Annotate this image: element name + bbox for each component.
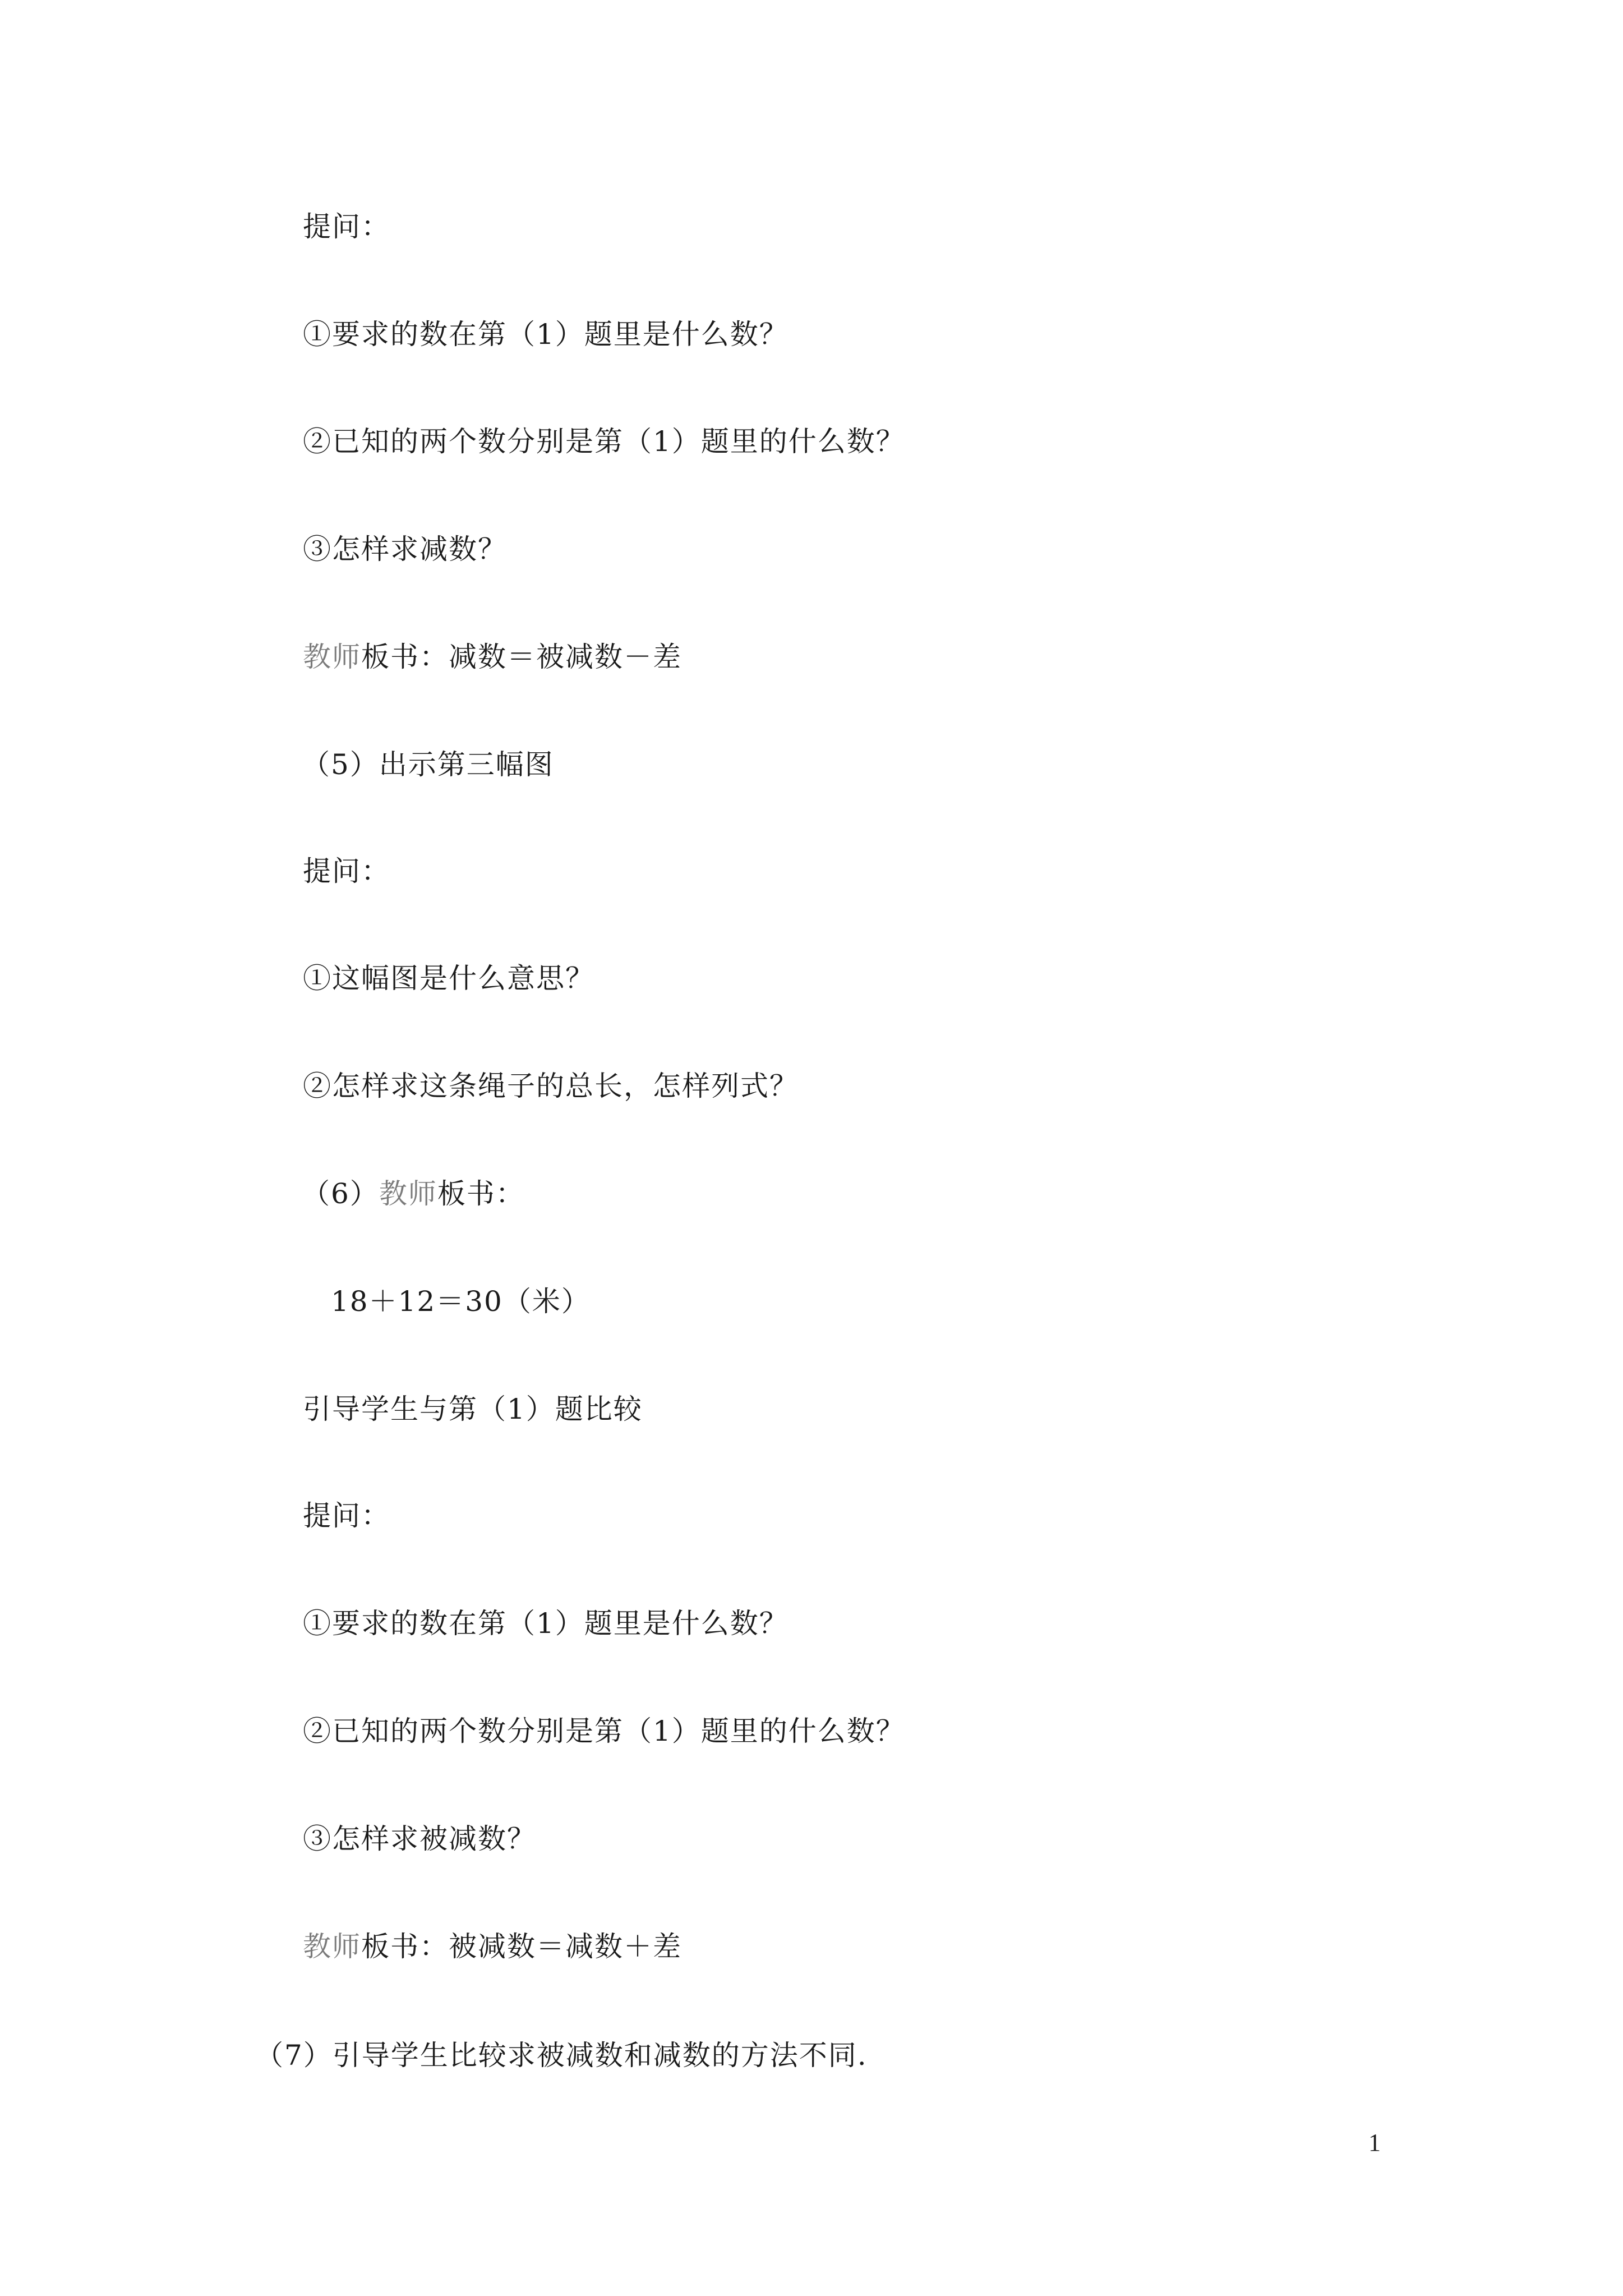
question-item: [303, 1607, 789, 1640]
page-number: 1: [1368, 2129, 1381, 2156]
question-item: [303, 1822, 536, 1856]
line-text: ②已知的两个数分别是第（1）题里的什么数？: [303, 1715, 905, 1747]
line-text: ①要求的数在第（1）题里是什么数？: [303, 1607, 789, 1640]
question-heading: [303, 1499, 390, 1533]
question-item: [303, 961, 594, 995]
blackboard-note: [303, 640, 682, 674]
line-text: 提问：: [303, 1499, 390, 1532]
teacher-label: 教师: [379, 1177, 437, 1210]
line-text: 板书：减数＝被减数－差: [361, 641, 682, 673]
question-item: [303, 1069, 799, 1103]
line-text: ②怎样求这条绳子的总长，怎样列式？: [303, 1070, 799, 1102]
line-text: ③怎样求被减数？: [303, 1823, 536, 1855]
question-item: [303, 425, 905, 458]
line-text: （5）出示第三幅图: [302, 748, 554, 781]
equation: [331, 1285, 591, 1318]
step-number: （6）: [302, 1177, 379, 1210]
step-heading: [255, 2039, 868, 2072]
line-text: ②已知的两个数分别是第（1）题里的什么数？: [303, 425, 905, 458]
question-heading: [303, 854, 390, 888]
line-text: 板书：被减数＝减数＋差: [361, 1930, 682, 1963]
question-heading: [303, 210, 390, 243]
line-text: ③怎样求减数？: [303, 533, 507, 565]
teacher-label: 教师: [303, 641, 361, 673]
line-text: 引导学生与第（1）题比较: [303, 1393, 643, 1425]
instruction-line: [303, 1392, 643, 1426]
question-item: [303, 318, 789, 351]
line-text: 18＋12＝30（米）: [331, 1285, 591, 1318]
line-text: ①这幅图是什么意思？: [303, 962, 594, 995]
step-heading: [302, 748, 554, 781]
line-text: ①要求的数在第（1）题里是什么数？: [303, 318, 789, 351]
line-text: 提问：: [303, 855, 390, 887]
teacher-label: 教师: [303, 1930, 361, 1963]
question-item: [303, 1714, 905, 1748]
line-text: 板书：: [437, 1177, 525, 1210]
blackboard-note: [303, 1930, 682, 1963]
step-heading: [302, 1177, 525, 1211]
question-item: [303, 532, 507, 566]
line-text: （7）引导学生比较求被减数和减数的方法不同.: [255, 2039, 868, 2072]
line-text: 提问：: [303, 210, 390, 243]
